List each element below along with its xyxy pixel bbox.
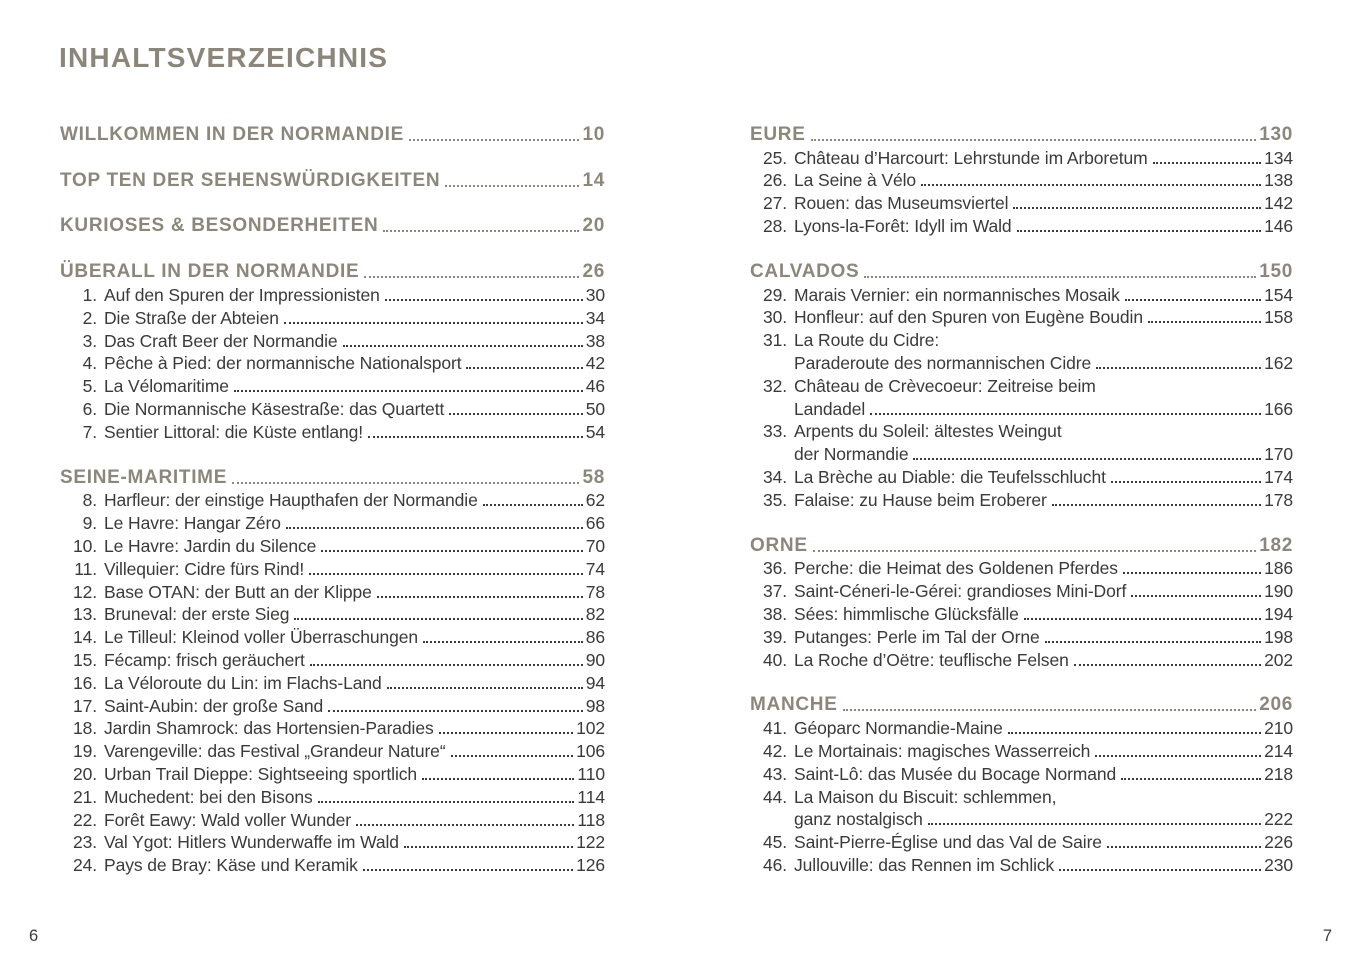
dot-leader	[1148, 321, 1261, 323]
entry-page-number: 62	[585, 490, 605, 511]
dot-leader	[286, 527, 583, 529]
entry-page-number: 118	[577, 809, 605, 830]
entry-page-number: 170	[1264, 444, 1293, 465]
entry-page-number: 226	[1264, 832, 1293, 853]
dot-leader	[1095, 755, 1261, 757]
dot-leader	[363, 869, 573, 871]
entry-title: Le Havre: Jardin du Silence	[104, 535, 317, 556]
entry-page-number: 194	[1264, 603, 1293, 624]
dot-leader	[1125, 299, 1261, 301]
section-heading-label: CALVADOS	[750, 260, 860, 282]
entry-number: 43.	[762, 763, 787, 784]
entry-number: 2.	[82, 307, 97, 328]
toc-section	[750, 534, 1293, 671]
dot-leader	[1013, 207, 1261, 209]
entry-number: 24.	[72, 855, 97, 876]
entry-page-number: 190	[1264, 581, 1293, 602]
toc-entry-row	[60, 352, 605, 375]
entry-page-number: 162	[1264, 352, 1293, 373]
entry-page-number: 134	[1264, 147, 1293, 168]
entry-number: 45.	[762, 832, 787, 853]
entry-number: 18.	[72, 718, 97, 739]
entry-number: 28.	[762, 215, 787, 236]
entry-number: 7.	[82, 421, 97, 442]
entry-number: 30.	[762, 307, 787, 328]
section-heading-row	[750, 123, 1293, 146]
section-heading-row	[60, 215, 605, 238]
toc-entry-row	[60, 671, 605, 694]
dot-leader	[343, 345, 583, 347]
toc-entry-row	[750, 397, 1293, 420]
dot-leader	[364, 276, 579, 278]
dot-leader	[1052, 504, 1261, 506]
entry-page-number: 54	[585, 421, 605, 442]
section-page-number: 150	[1259, 260, 1293, 282]
entry-title: Jardin Shamrock: das Hortensien-Paradies	[104, 718, 434, 739]
toc-entry-row	[60, 625, 605, 648]
entry-number: 35.	[762, 489, 787, 510]
entry-page-number: 102	[576, 718, 605, 739]
entry-page-number: 66	[585, 513, 605, 534]
entry-page-number: 230	[1264, 854, 1293, 875]
entry-page-number: 198	[1264, 626, 1293, 647]
toc-entry-row	[750, 306, 1293, 329]
dot-leader	[385, 299, 583, 301]
entry-number: 36.	[762, 558, 787, 579]
dot-leader	[921, 184, 1261, 186]
dot-leader	[422, 778, 574, 780]
entry-number: 26.	[762, 170, 787, 191]
dot-leader	[1107, 846, 1261, 848]
entry-title: Villequier: Cidre fürs Rind!	[104, 558, 305, 579]
dot-leader	[1045, 641, 1262, 643]
dot-leader	[368, 436, 583, 438]
entry-page-number: 166	[1264, 398, 1293, 419]
section-page-number: 182	[1259, 534, 1293, 556]
entry-title: La Roche d’Oëtre: teuflische Felsen	[794, 649, 1069, 670]
entry-title: Forêt Eawy: Wald voller Wunder	[104, 809, 351, 830]
section-heading-row	[60, 260, 605, 283]
entry-page-number: 146	[1264, 215, 1293, 236]
entry-number: 22.	[72, 809, 97, 830]
toc-entry-row	[60, 694, 605, 717]
dot-leader	[466, 367, 582, 369]
entry-number: 10.	[72, 535, 97, 556]
section-page-number: 26	[582, 261, 605, 283]
dot-leader	[1024, 618, 1261, 620]
entry-title: Jullouville: das Rennen im Schlick	[794, 854, 1055, 875]
entry-number: 14.	[72, 627, 97, 648]
dot-leader	[449, 413, 583, 415]
dot-leader	[328, 710, 583, 712]
section-heading-label: EURE	[750, 123, 806, 145]
entry-title: Die Straße der Abteien	[104, 307, 279, 328]
section-heading-row	[60, 169, 605, 192]
entry-page-number: 122	[576, 832, 605, 853]
entry-page-number: 98	[585, 695, 605, 716]
entry-title: La Véloroute du Lin: im Flachs-Land	[104, 672, 382, 693]
dot-leader	[232, 482, 579, 484]
entry-page-number: 158	[1264, 307, 1293, 328]
entry-title: Pêche à Pied: der normannische Nationalsport	[104, 353, 462, 374]
entry-title: Rouen: das Museumsviertel	[794, 193, 1009, 214]
entry-title: Die Normannische Käsestraße: das Quartett	[104, 398, 445, 419]
dot-leader	[1059, 869, 1261, 871]
entry-title: Saint-Céneri-le-Gérei: grandioses Mini-Dorf	[794, 581, 1127, 602]
entry-title: Putanges: Perle im Tal der Orne	[794, 626, 1040, 647]
dot-leader	[928, 823, 1261, 825]
entry-page-number: 210	[1264, 718, 1293, 739]
entry-title: Saint-Lô: das Musée du Bocage Normand	[794, 763, 1117, 784]
toc-entry-row	[60, 808, 605, 831]
entry-number: 21.	[72, 786, 97, 807]
entry-title: Das Craft Beer der Normandie	[104, 330, 338, 351]
dot-leader	[1017, 230, 1262, 232]
dot-leader	[1111, 481, 1261, 483]
section-heading-row	[750, 694, 1293, 717]
toc-entry-row	[60, 762, 605, 785]
entry-page-number: 186	[1264, 558, 1293, 579]
toc-entry-row	[60, 648, 605, 671]
entry-number: 13.	[72, 604, 97, 625]
entry-title: Le Tilleul: Kleinod voller Überraschungen	[104, 627, 419, 648]
entry-number: 38.	[762, 603, 787, 624]
entry-title: Château d’Harcourt: Lehrstunde im Arboretum	[794, 147, 1148, 168]
entry-number: 5.	[82, 376, 97, 397]
entry-title: Marais Vernier: ein normannisches Mosaik	[794, 284, 1120, 305]
entry-number: 8.	[82, 490, 97, 511]
entry-page-number: 138	[1264, 170, 1293, 191]
entry-page-number: 82	[585, 604, 605, 625]
entry-number: 19.	[72, 741, 97, 762]
entry-page-number: 154	[1264, 284, 1293, 305]
dot-leader	[1131, 595, 1261, 597]
toc-entry-row	[60, 853, 605, 876]
entry-title: La Vélomaritime	[104, 376, 229, 397]
entry-page-number: 218	[1264, 763, 1293, 784]
dot-leader	[309, 573, 583, 575]
section-heading-label: KURIOSES & BESONDERHEITEN	[60, 215, 379, 237]
entry-number: 15.	[72, 649, 97, 670]
toc-entry-row	[750, 648, 1293, 671]
section-heading-row	[60, 123, 605, 146]
toc-section	[750, 694, 1293, 876]
entry-number: 11.	[74, 558, 97, 579]
entry-title: Val Ygot: Hitlers Wunderwaffe im Wald	[104, 832, 399, 853]
entry-number: 32.	[762, 375, 787, 396]
toc-section	[60, 215, 605, 238]
section-heading-label: MANCHE	[750, 694, 838, 716]
toc-entry-row	[750, 739, 1293, 762]
toc-entry-row	[750, 762, 1293, 785]
dot-leader	[1008, 732, 1261, 734]
entry-page-number: 46	[585, 376, 605, 397]
entry-title: Géoparc Normandie-Maine	[794, 718, 1003, 739]
dot-leader	[483, 504, 583, 506]
entry-number: 4.	[82, 353, 97, 374]
toc-entry-row	[750, 420, 1293, 443]
entry-title: Lyons-la-Forêt: Idyll im Wald	[794, 215, 1012, 236]
dot-leader	[811, 139, 1257, 141]
entry-page-number: 222	[1264, 809, 1293, 830]
toc-entry-row	[60, 580, 605, 603]
toc-entry-row	[750, 442, 1293, 465]
toc-entry-row	[60, 557, 605, 580]
section-heading-row	[750, 534, 1293, 557]
toc-section	[750, 123, 1293, 237]
entry-number: 40.	[762, 649, 787, 670]
entry-number: 34.	[762, 466, 787, 487]
section-heading-label: ÜBERALL IN DER NORMANDIE	[60, 261, 360, 283]
section-heading-label: SEINE-MARITIME	[60, 466, 228, 488]
section-heading-row	[60, 466, 605, 489]
entry-number: 41.	[762, 718, 787, 739]
dot-leader	[356, 824, 574, 826]
entry-page-number: 34	[585, 307, 605, 328]
entry-page-number: 174	[1264, 466, 1293, 487]
entry-number: 20.	[72, 763, 97, 784]
toc-entry-row	[750, 191, 1293, 214]
entry-title: Landadel	[794, 398, 866, 419]
toc-entry-row	[60, 397, 605, 420]
dot-leader	[321, 550, 582, 552]
entry-page-number: 142	[1264, 193, 1293, 214]
toc-entry-row	[60, 511, 605, 534]
entry-number: 42.	[762, 740, 787, 761]
dot-leader	[1123, 572, 1261, 574]
toc-section	[60, 260, 605, 442]
section-page-number: 10	[582, 123, 605, 145]
entry-number: 6.	[82, 398, 97, 419]
toc-entry-row	[750, 602, 1293, 625]
toc-section	[60, 466, 605, 876]
entry-title: La Route du Cidre:	[794, 330, 940, 351]
entry-title: Falaise: zu Hause beim Eroberer	[794, 489, 1047, 510]
entry-number: 12.	[72, 581, 97, 602]
toc-entry-row	[750, 716, 1293, 739]
dot-leader	[843, 709, 1257, 711]
toc-entry-row	[750, 830, 1293, 853]
entry-number: 46.	[762, 854, 787, 875]
toc-entry-row	[60, 283, 605, 306]
entry-title: Saint-Aubin: der große Sand	[104, 695, 324, 716]
toc-entry-row	[60, 785, 605, 808]
dot-leader	[383, 230, 579, 232]
toc-entry-row	[60, 374, 605, 397]
entry-number: 31.	[762, 330, 787, 351]
entry-page-number: 106	[576, 741, 605, 762]
entry-title: Bruneval: der erste Sieg	[104, 604, 290, 625]
toc-entry-row	[60, 739, 605, 762]
toc-entry-row	[750, 465, 1293, 488]
entry-title: La Brèche au Diable: die Teufelsschlucht	[794, 466, 1106, 487]
toc-entry-row	[750, 283, 1293, 306]
entry-title: Paraderoute des normannischen Cidre	[794, 352, 1092, 373]
toc-entry-row	[60, 489, 605, 512]
dot-leader	[387, 687, 583, 689]
toc-column-left	[60, 123, 605, 876]
entry-title: Honfleur: auf den Spuren von Eugène Boudin	[794, 307, 1143, 328]
entry-title: Perche: die Heimat des Goldenen Pferdes	[794, 558, 1118, 579]
section-heading-label: WILLKOMMEN IN DER NORMANDIE	[60, 123, 404, 145]
entry-title: Sées: himmlische Glücksfälle	[794, 603, 1019, 624]
dot-leader	[439, 732, 573, 734]
page-title: INHALTSVERZEICHNIS	[59, 42, 389, 73]
entry-page-number: 74	[585, 558, 605, 579]
entry-page-number: 86	[585, 627, 605, 648]
toc-entry-row	[60, 603, 605, 626]
dot-leader	[284, 322, 583, 324]
entry-title: Fécamp: frisch geräuchert	[104, 649, 305, 670]
dot-leader	[377, 596, 583, 598]
toc-entry-row	[750, 488, 1293, 511]
section-page-number: 14	[582, 169, 605, 191]
dot-leader	[864, 276, 1256, 278]
dot-leader	[404, 846, 573, 848]
section-page-number: 58	[582, 466, 605, 488]
dot-leader	[294, 618, 582, 620]
toc-entry-row	[60, 534, 605, 557]
dot-leader	[1074, 664, 1261, 666]
dot-leader	[813, 550, 1256, 552]
toc-entry-row	[750, 625, 1293, 648]
toc-entry-row	[750, 214, 1293, 237]
entry-number: 9.	[82, 513, 97, 534]
entry-page-number: 50	[585, 398, 605, 419]
entry-number: 27.	[762, 193, 787, 214]
entry-title: La Seine à Vélo	[794, 170, 917, 191]
entry-number: 23.	[72, 832, 97, 853]
entry-number: 39.	[762, 626, 787, 647]
entry-page-number: 90	[585, 649, 605, 670]
entry-title: Saint-Pierre-Église und das Val de Saire	[794, 832, 1102, 853]
entry-page-number: 178	[1264, 489, 1293, 510]
dot-leader	[423, 641, 583, 643]
toc-section	[750, 260, 1293, 511]
entry-number: 17.	[72, 695, 97, 716]
entry-page-number: 94	[585, 672, 605, 693]
entry-title: Pays de Bray: Käse und Keramik	[104, 855, 358, 876]
dot-leader	[1121, 778, 1261, 780]
section-page-number: 206	[1259, 694, 1293, 716]
entry-page-number: 78	[585, 581, 605, 602]
entry-page-number: 202	[1264, 649, 1293, 670]
entry-page-number: 126	[576, 855, 605, 876]
toc-entry-row	[60, 717, 605, 740]
entry-title: La Maison du Biscuit: schlemmen,	[794, 786, 1057, 807]
entry-page-number: 38	[585, 330, 605, 351]
dot-leader	[234, 390, 583, 392]
entry-title: Base OTAN: der Butt an der Klippe	[104, 581, 372, 602]
toc-entry-row	[750, 374, 1293, 397]
entry-number: 29.	[762, 284, 787, 305]
toc-entry-row	[750, 146, 1293, 169]
section-page-number: 130	[1259, 123, 1293, 145]
section-heading-label: TOP TEN DER SEHENSWÜRDIGKEITEN	[60, 169, 441, 191]
entry-title: der Normandie	[794, 444, 909, 465]
entry-title: Le Havre: Hangar Zéro	[104, 513, 281, 534]
entry-page-number: 30	[585, 284, 605, 305]
entry-page-number: 42	[585, 353, 605, 374]
entry-title: Harfleur: der einstige Haupthafen der Normandie	[104, 490, 478, 511]
entry-number: 37.	[762, 581, 787, 602]
toc-entry-row	[750, 557, 1293, 580]
toc-entry-row	[60, 329, 605, 352]
entry-page-number: 70	[585, 535, 605, 556]
section-page-number: 20	[582, 215, 605, 237]
dot-leader	[870, 413, 1261, 415]
entry-title: Varengeville: das Festival „Grandeur Nature“	[104, 741, 446, 762]
entry-title: Muchedent: bei den Bisons	[104, 786, 313, 807]
entry-number: 25.	[762, 147, 787, 168]
toc-section	[60, 123, 605, 146]
entry-page-number: 214	[1264, 740, 1293, 761]
entry-title: ganz nostalgisch	[794, 809, 923, 830]
entry-number: 33.	[762, 421, 787, 442]
dot-leader	[445, 185, 579, 187]
entry-title: Sentier Littoral: die Küste entlang!	[104, 421, 364, 442]
entry-title: Château de Crèvecoeur: Zeitreise beim	[794, 375, 1096, 396]
toc-entry-row	[60, 831, 605, 854]
section-heading-row	[750, 260, 1293, 283]
folio-page-number-left: 6	[29, 927, 39, 945]
dot-leader	[318, 801, 575, 803]
toc-entry-row	[750, 351, 1293, 374]
toc-column-right	[750, 123, 1293, 876]
toc-entry-row	[750, 853, 1293, 876]
toc-entry-row	[750, 328, 1293, 351]
entry-number: 44.	[762, 786, 787, 807]
section-heading-label: ORNE	[750, 534, 808, 556]
folio-page-number-right: 7	[1322, 927, 1332, 945]
dot-leader	[913, 458, 1261, 460]
entry-page-number: 114	[577, 786, 605, 807]
entry-title: Urban Trail Dieppe: Sightseeing sportlich	[104, 763, 418, 784]
dot-leader	[310, 664, 583, 666]
toc-entry-row	[60, 420, 605, 443]
entry-title: Arpents du Soleil: ältestes Weingut	[794, 421, 1062, 442]
entry-title: Le Mortainais: magisches Wasserreich	[794, 740, 1091, 761]
toc-entry-row	[750, 785, 1293, 808]
dot-leader	[1153, 162, 1261, 164]
toc-entry-row	[750, 579, 1293, 602]
entry-number: 3.	[82, 330, 97, 351]
toc-entry-row	[750, 808, 1293, 831]
toc-section	[60, 169, 605, 192]
toc-entry-row	[60, 306, 605, 329]
entry-number: 16.	[72, 672, 97, 693]
entry-page-number: 110	[577, 763, 605, 784]
toc-entry-row	[750, 169, 1293, 192]
dot-leader	[451, 755, 574, 757]
dot-leader	[1096, 367, 1261, 369]
dot-leader	[409, 139, 579, 141]
entry-number: 1.	[82, 284, 97, 305]
entry-title: Auf den Spuren der Impressionisten	[104, 284, 380, 305]
